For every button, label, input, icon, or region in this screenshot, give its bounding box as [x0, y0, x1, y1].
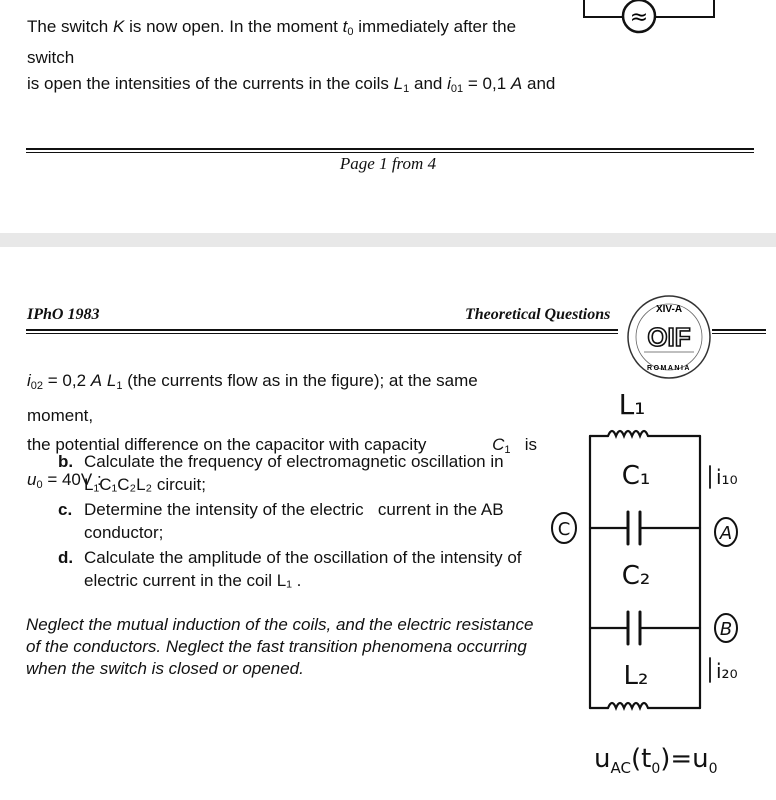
- header-rule-right-thick: [712, 329, 766, 331]
- voltage-subscript: 0: [36, 479, 43, 491]
- label-i10: i₁₀: [716, 465, 738, 489]
- item-text: Calculate the frequency of electromagnetic oscillation in: [84, 452, 504, 471]
- voltage-value: = 40V :: [47, 470, 102, 489]
- time-subscript: 0: [347, 26, 354, 38]
- capacitor-subscript: 1: [504, 444, 511, 456]
- item-text: Determine the intensity of the electric current in the AB: [84, 500, 504, 519]
- footer-rule-thin: [26, 152, 754, 153]
- voltage-symbol: u: [27, 470, 37, 489]
- label-c2: C₂: [621, 561, 651, 591]
- header-right: Theoretical Questions: [465, 306, 611, 323]
- item-label: b.: [58, 452, 74, 471]
- current-subscript: 01: [450, 83, 464, 95]
- logo-top-text: XIV-A: [655, 304, 683, 315]
- current-value: = 0,2: [47, 371, 87, 390]
- text-fragment: is now open. In the moment: [129, 17, 338, 36]
- item-text-cont: conductor;: [84, 523, 164, 542]
- text-fragment: is: [524, 435, 537, 454]
- switch-symbol: K: [112, 17, 125, 36]
- current-subscript: 02: [30, 380, 44, 392]
- item-text: Calculate the amplitude of the oscillation of the intensity of: [84, 548, 522, 567]
- page-gap: [0, 233, 776, 247]
- body-line-1: [27, 366, 537, 430]
- ac-symbol: ≈: [629, 5, 649, 30]
- equation-uac: $u_{AC}(t_0)=u_0$: [594, 744, 718, 777]
- label-i20: i₂₀: [716, 659, 738, 683]
- item-label: d.: [58, 548, 74, 567]
- header-rule-right-thin: [712, 333, 766, 334]
- item-text-cont: electric current in the coil L₁ .: [84, 571, 302, 590]
- coil-l2-icon: [608, 703, 648, 708]
- question-item-d: [58, 546, 538, 592]
- unit-ampere: A: [510, 74, 523, 93]
- top-line-2: [27, 71, 567, 102]
- header-rule-thin: [26, 333, 618, 334]
- footer-rule-thick: [26, 148, 754, 150]
- text-fragment: is open the intensities of the currents in the coils: [27, 74, 389, 93]
- question-item-b: [58, 450, 538, 496]
- text-fragment: (the currents flow as in the figure); at the same moment,: [27, 371, 478, 425]
- current-value: = 0,1: [467, 74, 507, 93]
- text-fragment: the potential difference on the capacitor with capacity: [27, 435, 427, 454]
- neglect-note: Neglect the mutual induction of the coils, and the electric resistance of the conductors. Neglect the fast transition phenomena occurring when the switch is closed or opened.: [26, 615, 534, 678]
- unit-ampere: A: [90, 371, 103, 390]
- page-number: Page 1 from 4: [339, 154, 437, 173]
- coil-subscript: 1: [403, 83, 410, 95]
- item-text-cont: L₁C₁C₂L₂ circuit;: [84, 475, 206, 494]
- circuit-figure: [540, 372, 776, 800]
- header-rule-thick: [26, 329, 618, 331]
- coil-subscript: 1: [116, 380, 123, 392]
- current-symbol: i: [27, 371, 31, 390]
- ac-source-figure-fragment: [580, 0, 720, 34]
- question-list: [58, 450, 538, 594]
- coil-symbol: L: [106, 371, 117, 390]
- top-paragraph: [27, 14, 567, 102]
- text-fragment: and: [414, 74, 443, 93]
- node-b-label: B: [719, 619, 733, 640]
- label-l1: L₁: [618, 388, 646, 421]
- capacitor-symbol: C: [492, 435, 505, 454]
- coil-l1-icon: [608, 431, 648, 436]
- logo-main-text: OIF: [647, 322, 691, 352]
- item-label: c.: [58, 500, 73, 519]
- node-a-label: A: [719, 523, 733, 544]
- logo-bottom-text: ROMANIA: [647, 365, 691, 372]
- text-fragment: immediately after the switch: [27, 17, 517, 67]
- node-c-label: C: [557, 519, 571, 540]
- label-c1: C₁: [621, 461, 651, 491]
- ipho-logo: [624, 292, 714, 382]
- time-symbol: t: [342, 17, 348, 36]
- coil-symbol: L: [393, 74, 404, 93]
- header-left: IPhO 1983: [27, 306, 100, 323]
- text-fragment: and: [526, 74, 556, 93]
- top-line-1: [27, 14, 567, 71]
- label-l2: L₂: [623, 661, 649, 691]
- question-item-c: [58, 498, 538, 544]
- text-fragment: The switch: [27, 17, 109, 36]
- current-symbol: i: [447, 74, 451, 93]
